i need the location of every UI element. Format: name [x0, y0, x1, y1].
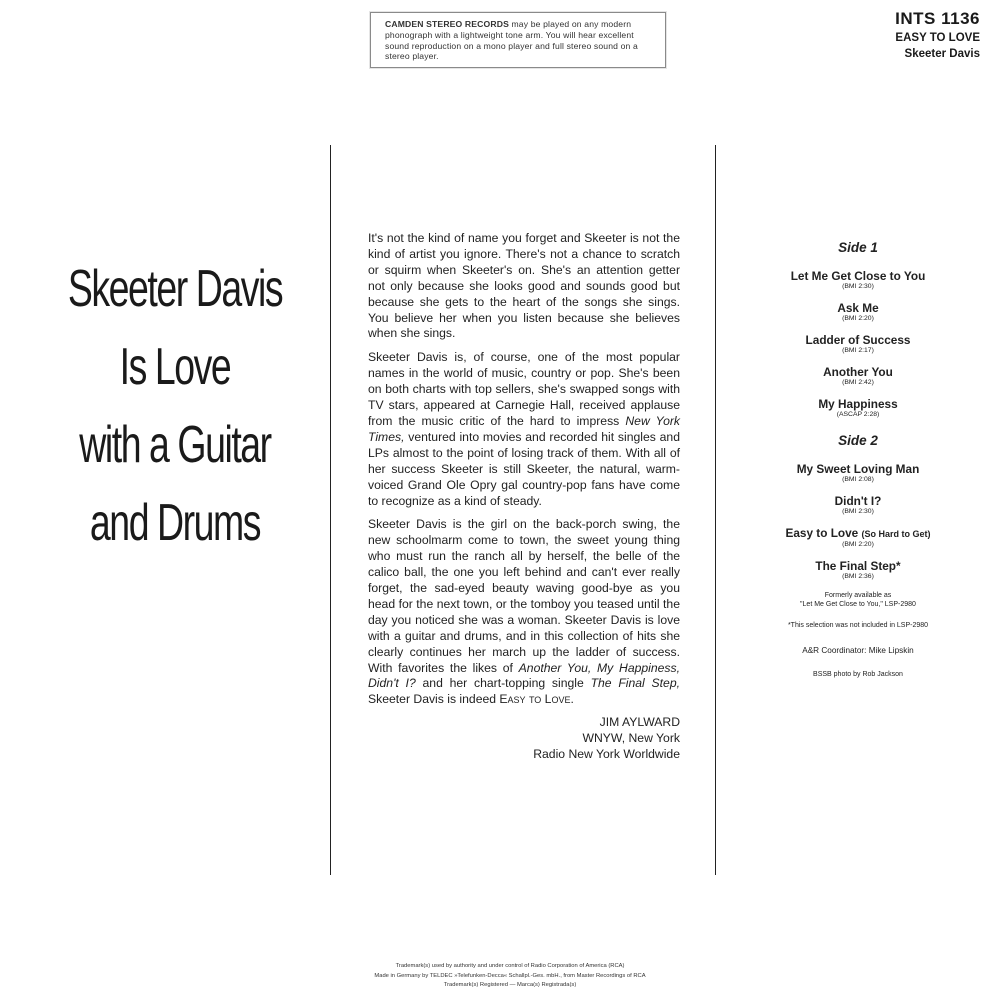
liner-italic: The Final Step, [590, 676, 680, 691]
signature [368, 714, 680, 762]
track-credit: (BMI 2:42) [842, 379, 874, 386]
liner-text: Skeeter Davis is, of course, one of the most popular names in the world of music, country or pop. She's been on both charts with top sellers, she's swapped songs with TV stars, appeared at Carnegie Hall, received applause from the music critic of the hard to impress [368, 350, 680, 428]
track-title: Ask Me [837, 301, 879, 315]
track-title: The Final Step* [815, 559, 901, 573]
headline-line: Is Love [119, 338, 231, 396]
track-subtitle: (So Hard to Get) [861, 529, 931, 539]
album-headline [63, 250, 286, 562]
formerly-available-note [760, 591, 956, 609]
track-credit: (BMI 2:20) [842, 315, 874, 322]
liner-small-caps: Easy to Love. [499, 692, 574, 707]
right-divider [715, 145, 716, 875]
left-divider [330, 145, 331, 875]
headline-line: with a Guitar [79, 416, 271, 474]
headline-line: Skeeter Davis [67, 260, 283, 318]
liner-italic: New York Times, [368, 413, 680, 444]
track-item [760, 462, 956, 484]
track-title: Ladder of Success [805, 333, 911, 347]
track-item [760, 269, 956, 291]
note-line: Formerly available as [824, 592, 892, 599]
liner-paragraph-3 [368, 517, 680, 708]
liner-paragraph-1: It's not the kind of name you forget and Skeeter is not the kind of artist you ignore. There's not a chance to scratch or squirm when Skeeter's on. She's an attention getter not only because she looks good and sounds good but because she gets to the heart of the songs she sings. You believe her when you listen because she believes when she sings. [368, 231, 680, 341]
legal-footer [360, 962, 660, 991]
footer-line: Trademark(s) used by authority and under control of Radio Corporation of America (RCA) [395, 963, 625, 969]
track-item [760, 301, 956, 323]
track-item [760, 365, 956, 387]
album-title: EASY TO LOVE [895, 32, 980, 44]
headline-line: and Drums [89, 494, 261, 552]
catalog-block [895, 8, 980, 62]
track-credit: (BMI 2:36) [842, 573, 874, 580]
track-title [760, 526, 956, 541]
liner-text: ventured into movies and recorded hit singles and LPs almost to the point of losing track of them. With all of her success Skeeter is still Skeeter, the natural, warm-voiced Grand Ole Opry gal country-pop fans have come to recognize as a kind of steady. [368, 429, 680, 508]
asterisk-note: *This selection was not included in LSP-2980 [787, 622, 929, 629]
track-item [760, 559, 956, 581]
signature-name: JIM AYLWARD [599, 715, 680, 730]
catalog-number: INTS 1136 [895, 9, 980, 28]
footer-line: Trademark(s) Registered — Marca(s) Registrada(s) [443, 982, 577, 988]
liner-paragraph-2 [368, 350, 680, 509]
liner-notes [368, 231, 680, 762]
track-item [760, 526, 956, 549]
coordinator-credit: A&R Coordinator: Mike Lipskin [802, 646, 914, 655]
photo-credit: BSSB photo by Rob Jackson [813, 671, 903, 678]
signature-station: WNYW, New York [582, 731, 680, 746]
track-item [760, 494, 956, 516]
signature-network: Radio New York Worldwide [533, 747, 680, 762]
track-title: Another You [823, 365, 893, 379]
side-1-heading: Side 1 [838, 240, 878, 255]
track-title: My Happiness [818, 397, 898, 411]
track-credit: (BMI 2:17) [842, 347, 874, 354]
track-title: My Sweet Loving Man [796, 462, 920, 476]
track-credit: (BMI 2:08) [842, 476, 874, 483]
side-2-heading: Side 2 [838, 433, 878, 448]
note-line: "Let Me Get Close to You," LSP-2980 [800, 601, 916, 608]
track-credit: (ASCAP 2:28) [836, 411, 880, 418]
tracklist [760, 240, 956, 679]
notice-label: CAMDEN STEREO RECORDS [385, 19, 509, 29]
liner-text: Skeeter Davis is indeed [368, 692, 500, 707]
album-notes [760, 591, 956, 679]
liner-italic: Another You, My Happiness, Didn't I? [368, 660, 680, 691]
artist-name: Skeeter Davis [904, 48, 980, 60]
track-item [760, 333, 956, 355]
notice-text: may be played on any modern phonograph with a lightweight tone arm. You will hear excellent sound reproduction on a mono player and full stereo sound on a stereo player. [385, 19, 638, 62]
liner-text: and her chart-topping single [415, 676, 591, 691]
track-item [760, 397, 956, 419]
track-title: Let Me Get Close to You [790, 269, 926, 283]
track-title-text: Easy to Love [785, 526, 859, 540]
track-title: Didn't I? [834, 494, 882, 508]
stereo-notice-box [370, 12, 666, 68]
track-credit: (BMI 2:30) [842, 508, 874, 515]
footer-line: Made in Germany by TELDEC »Telefunken-Decca« Schallpl.-Ges. mbH., from Master Recordings of RCA [374, 972, 646, 979]
track-credit: (BMI 2:30) [842, 283, 874, 290]
liner-text: Skeeter Davis is the girl on the back-porch swing, the new schoolmarm come to town, the sweet young thing who must run the ranch all by herself, the belle of the calico ball, the one you left behind and can't ever really forget, the sad-eyed beauty waving good-bye as you head for the next town, or the tomboy you teased until the day you noticed she was a woman. Skeeter Davis is love with a guitar and drums, and in this collection of hits she clearly continues her march up the ladder of success. With favorites the likes of [368, 517, 680, 675]
track-credit: (BMI 2:20) [842, 541, 874, 548]
